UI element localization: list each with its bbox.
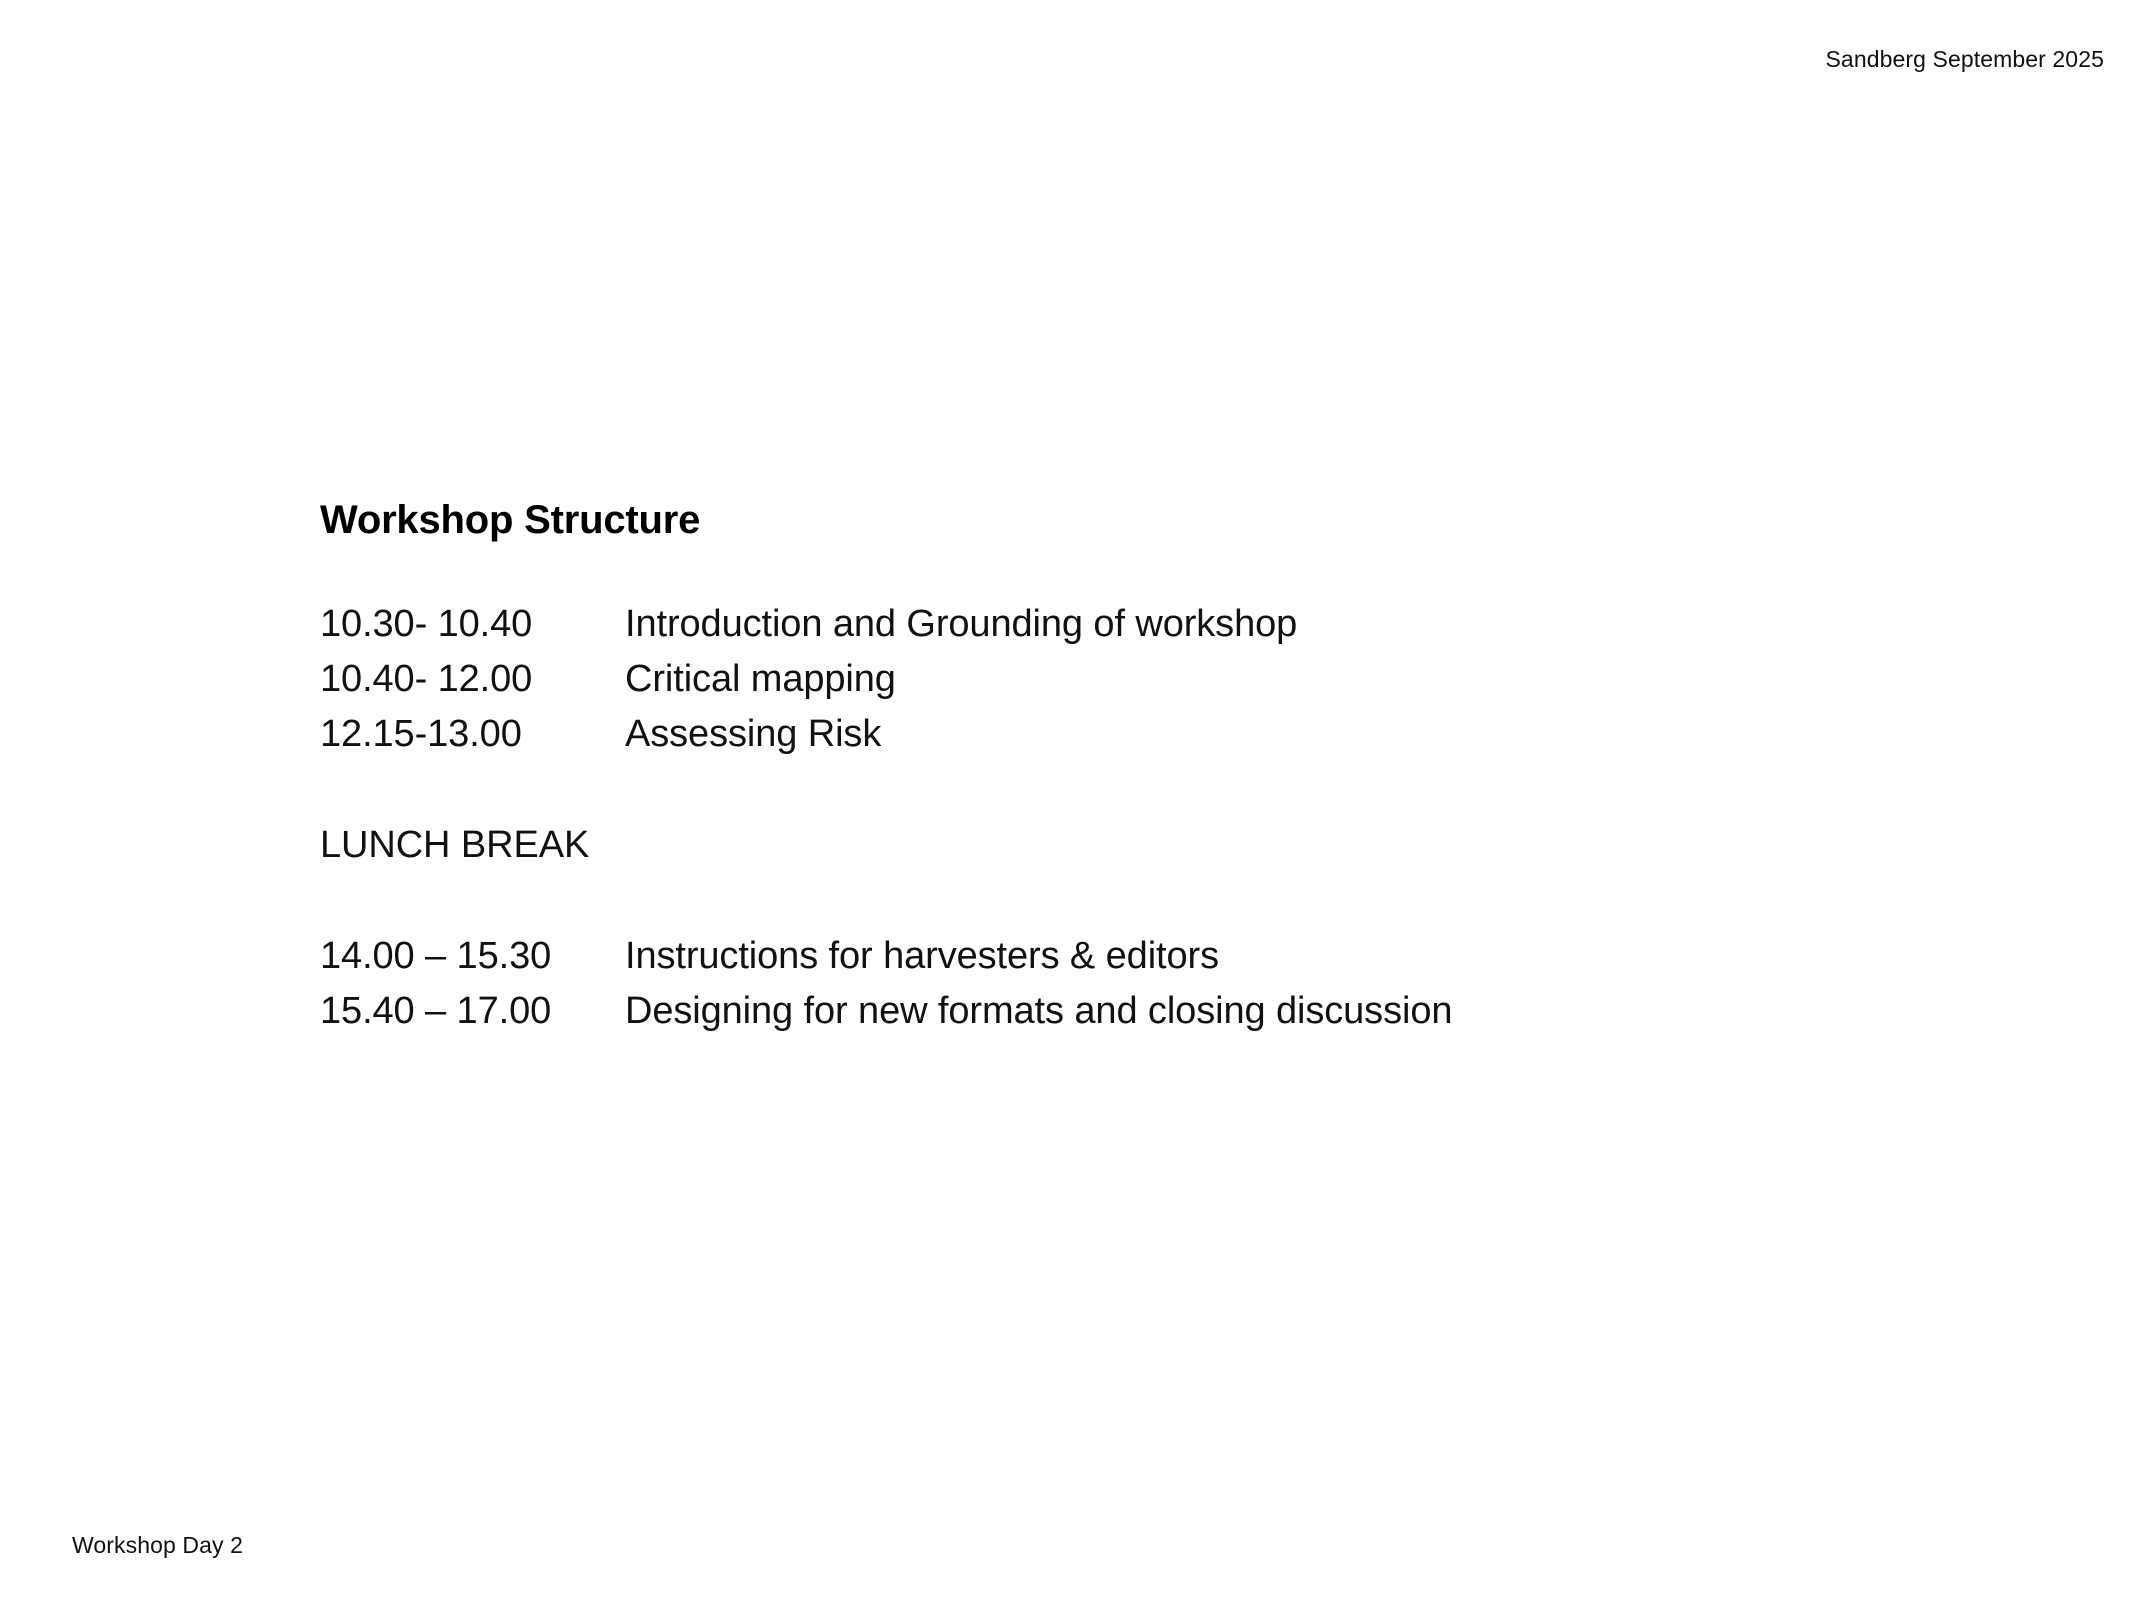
schedule-time: 15.40 – 17.00 [320, 990, 552, 1032]
schedule-row [320, 707, 1920, 762]
schedule-description: Instructions for harvesters & editors [625, 935, 1219, 977]
schedule-row [320, 652, 1920, 707]
schedule-row [320, 984, 1920, 1039]
schedule-row [320, 597, 1920, 652]
page-title: Workshop Structure [320, 498, 701, 542]
schedule-time: 14.00 – 15.30 [320, 935, 552, 977]
schedule-description: Introduction and Grounding of workshop [625, 603, 1298, 645]
afternoon-schedule-list [320, 929, 1920, 1039]
spacer [320, 762, 1920, 818]
spacer [320, 873, 1920, 929]
schedule-description: Designing for new formats and closing discussion [625, 990, 1453, 1032]
footer-label: Workshop Day 2 [72, 1532, 243, 1559]
morning-schedule-list [320, 597, 1920, 762]
schedule-time: 10.40- 12.00 [320, 658, 533, 700]
lunch-break-label: LUNCH BREAK [320, 824, 590, 866]
header-date: Sandberg September 2025 [1825, 46, 2104, 72]
schedule-row [320, 929, 1920, 984]
schedule-description: Assessing Risk [625, 713, 882, 755]
schedule-time: 12.15-13.00 [320, 713, 522, 755]
schedule-time: 10.30- 10.40 [320, 603, 533, 645]
schedule-description: Critical mapping [625, 658, 896, 700]
slide-content [320, 495, 1920, 1039]
